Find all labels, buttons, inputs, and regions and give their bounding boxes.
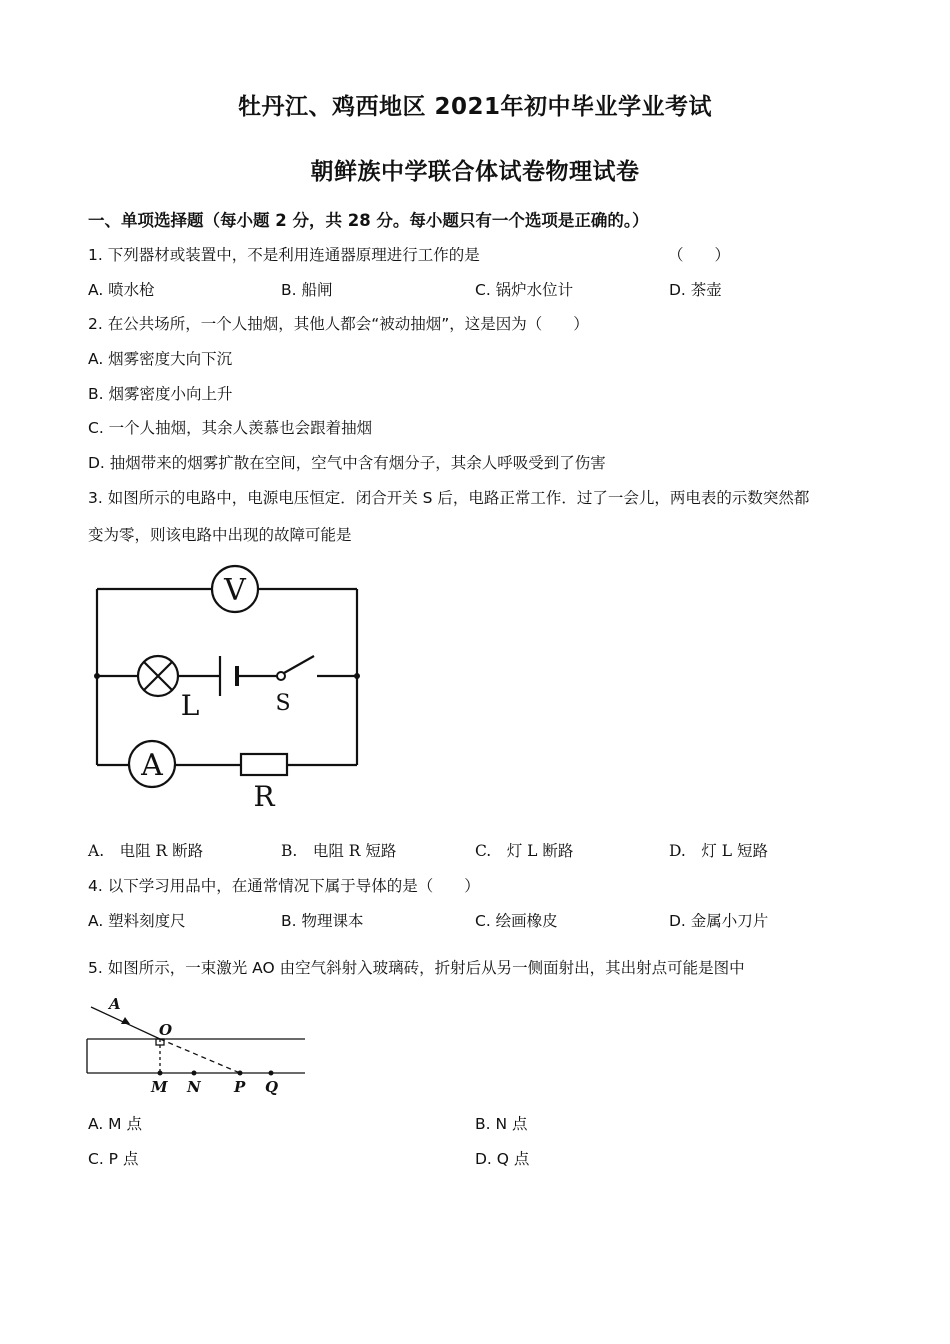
q4-option-a: A. 塑料刻度尺 (88, 912, 186, 930)
question-4-stem: 4. 以下学习用品中，在通常情况下属于导体的是（ ） (88, 877, 480, 895)
q3-option-d: D. 灯 L 短路 (669, 842, 768, 860)
switch-label: S (275, 691, 291, 716)
lamp-label: L (180, 689, 200, 722)
q2-option-d: D. 抽烟带来的烟雾扩散在空间，空气中含有烟分子，其余人呼吸受到了伤害 (88, 454, 606, 472)
junction-dot (94, 673, 100, 679)
label-n: N (187, 1078, 201, 1095)
q3-option-b: B. 电阻 R 短路 (281, 842, 397, 860)
q4-option-b: B. 物理课本 (281, 912, 364, 930)
point-p (238, 1071, 243, 1076)
arrow-icon (121, 1017, 130, 1024)
exam-title-line2: 朝鲜族中学联合体试卷物理试卷 (310, 159, 640, 185)
label-m: M (151, 1078, 168, 1095)
point-q (269, 1071, 274, 1076)
q1-option-b: B. 船闸 (281, 281, 333, 299)
question-2-stem: 2. 在公共场所，一个人抽烟，其他人都会“被动抽烟”，这是因为（ ） (88, 315, 589, 333)
question-3-stem-line1: 3. 如图所示的电路中，电源电压恒定．闭合开关 S 后，电路正常工作．过了一会儿，两电表的示数突然都 (88, 489, 810, 507)
refraction-diagram (85, 995, 310, 1095)
q2-option-b: B. 烟雾密度小向上升 (88, 385, 233, 403)
voltmeter-label: V (224, 573, 246, 608)
q5-option-c: C. P 点 (88, 1150, 139, 1168)
q5-option-d: D. Q 点 (475, 1150, 530, 1168)
q4-option-d: D. 金属小刀片 (669, 912, 769, 930)
label-o: O (159, 1021, 173, 1039)
q5-option-a: A. M 点 (88, 1115, 142, 1133)
q1-option-d: D. 茶壶 (669, 281, 722, 299)
q3-option-a: A. 电阻 R 断路 (88, 842, 204, 860)
label-a: A (109, 995, 121, 1013)
section-header: 一、单项选择题（每小题 2 分，共 28 分。每小题只有一个选项是正确的。） (88, 211, 649, 230)
resistor-label: R (253, 780, 275, 813)
exam-title-line1: 牡丹江、鸡西地区 2021年初中毕业学业考试 (237, 94, 713, 120)
resistor-icon (241, 754, 287, 775)
q2-option-c: C. 一个人抽烟，其余人羡慕也会跟着抽烟 (88, 419, 373, 437)
q1-option-a: A. 喷水枪 (88, 281, 155, 299)
q5-option-b: B. N 点 (475, 1115, 528, 1133)
label-q: Q (265, 1078, 279, 1095)
q2-option-a: A. 烟雾密度大向下沉 (88, 350, 233, 368)
label-p: P (234, 1078, 246, 1095)
point-m (158, 1071, 163, 1076)
question-1-bracket: （ ） (668, 246, 731, 264)
question-1-stem: 1. 下列器材或装置中，不是利用连通器原理进行工作的是 (88, 246, 480, 264)
q3-option-c: C. 灯 L 断路 (475, 842, 574, 860)
junction-dot (354, 673, 360, 679)
point-n (192, 1071, 197, 1076)
battery-icon (220, 656, 237, 696)
lamp-icon (138, 656, 178, 696)
q1-option-c: C. 锅炉水位计 (475, 281, 574, 299)
question-5-stem: 5. 如图所示，一束激光 AO 由空气斜射入玻璃砖，折射后从另一侧面射出，其出射点可能是图中 (88, 959, 745, 977)
question-3-stem-line2: 变为零，则该电路中出现的故障可能是 (88, 526, 352, 544)
circuit-diagram (85, 560, 370, 820)
switch-icon (277, 656, 314, 680)
ammeter-label: A (141, 748, 163, 783)
q4-option-c: C. 绘画橡皮 (475, 912, 558, 930)
